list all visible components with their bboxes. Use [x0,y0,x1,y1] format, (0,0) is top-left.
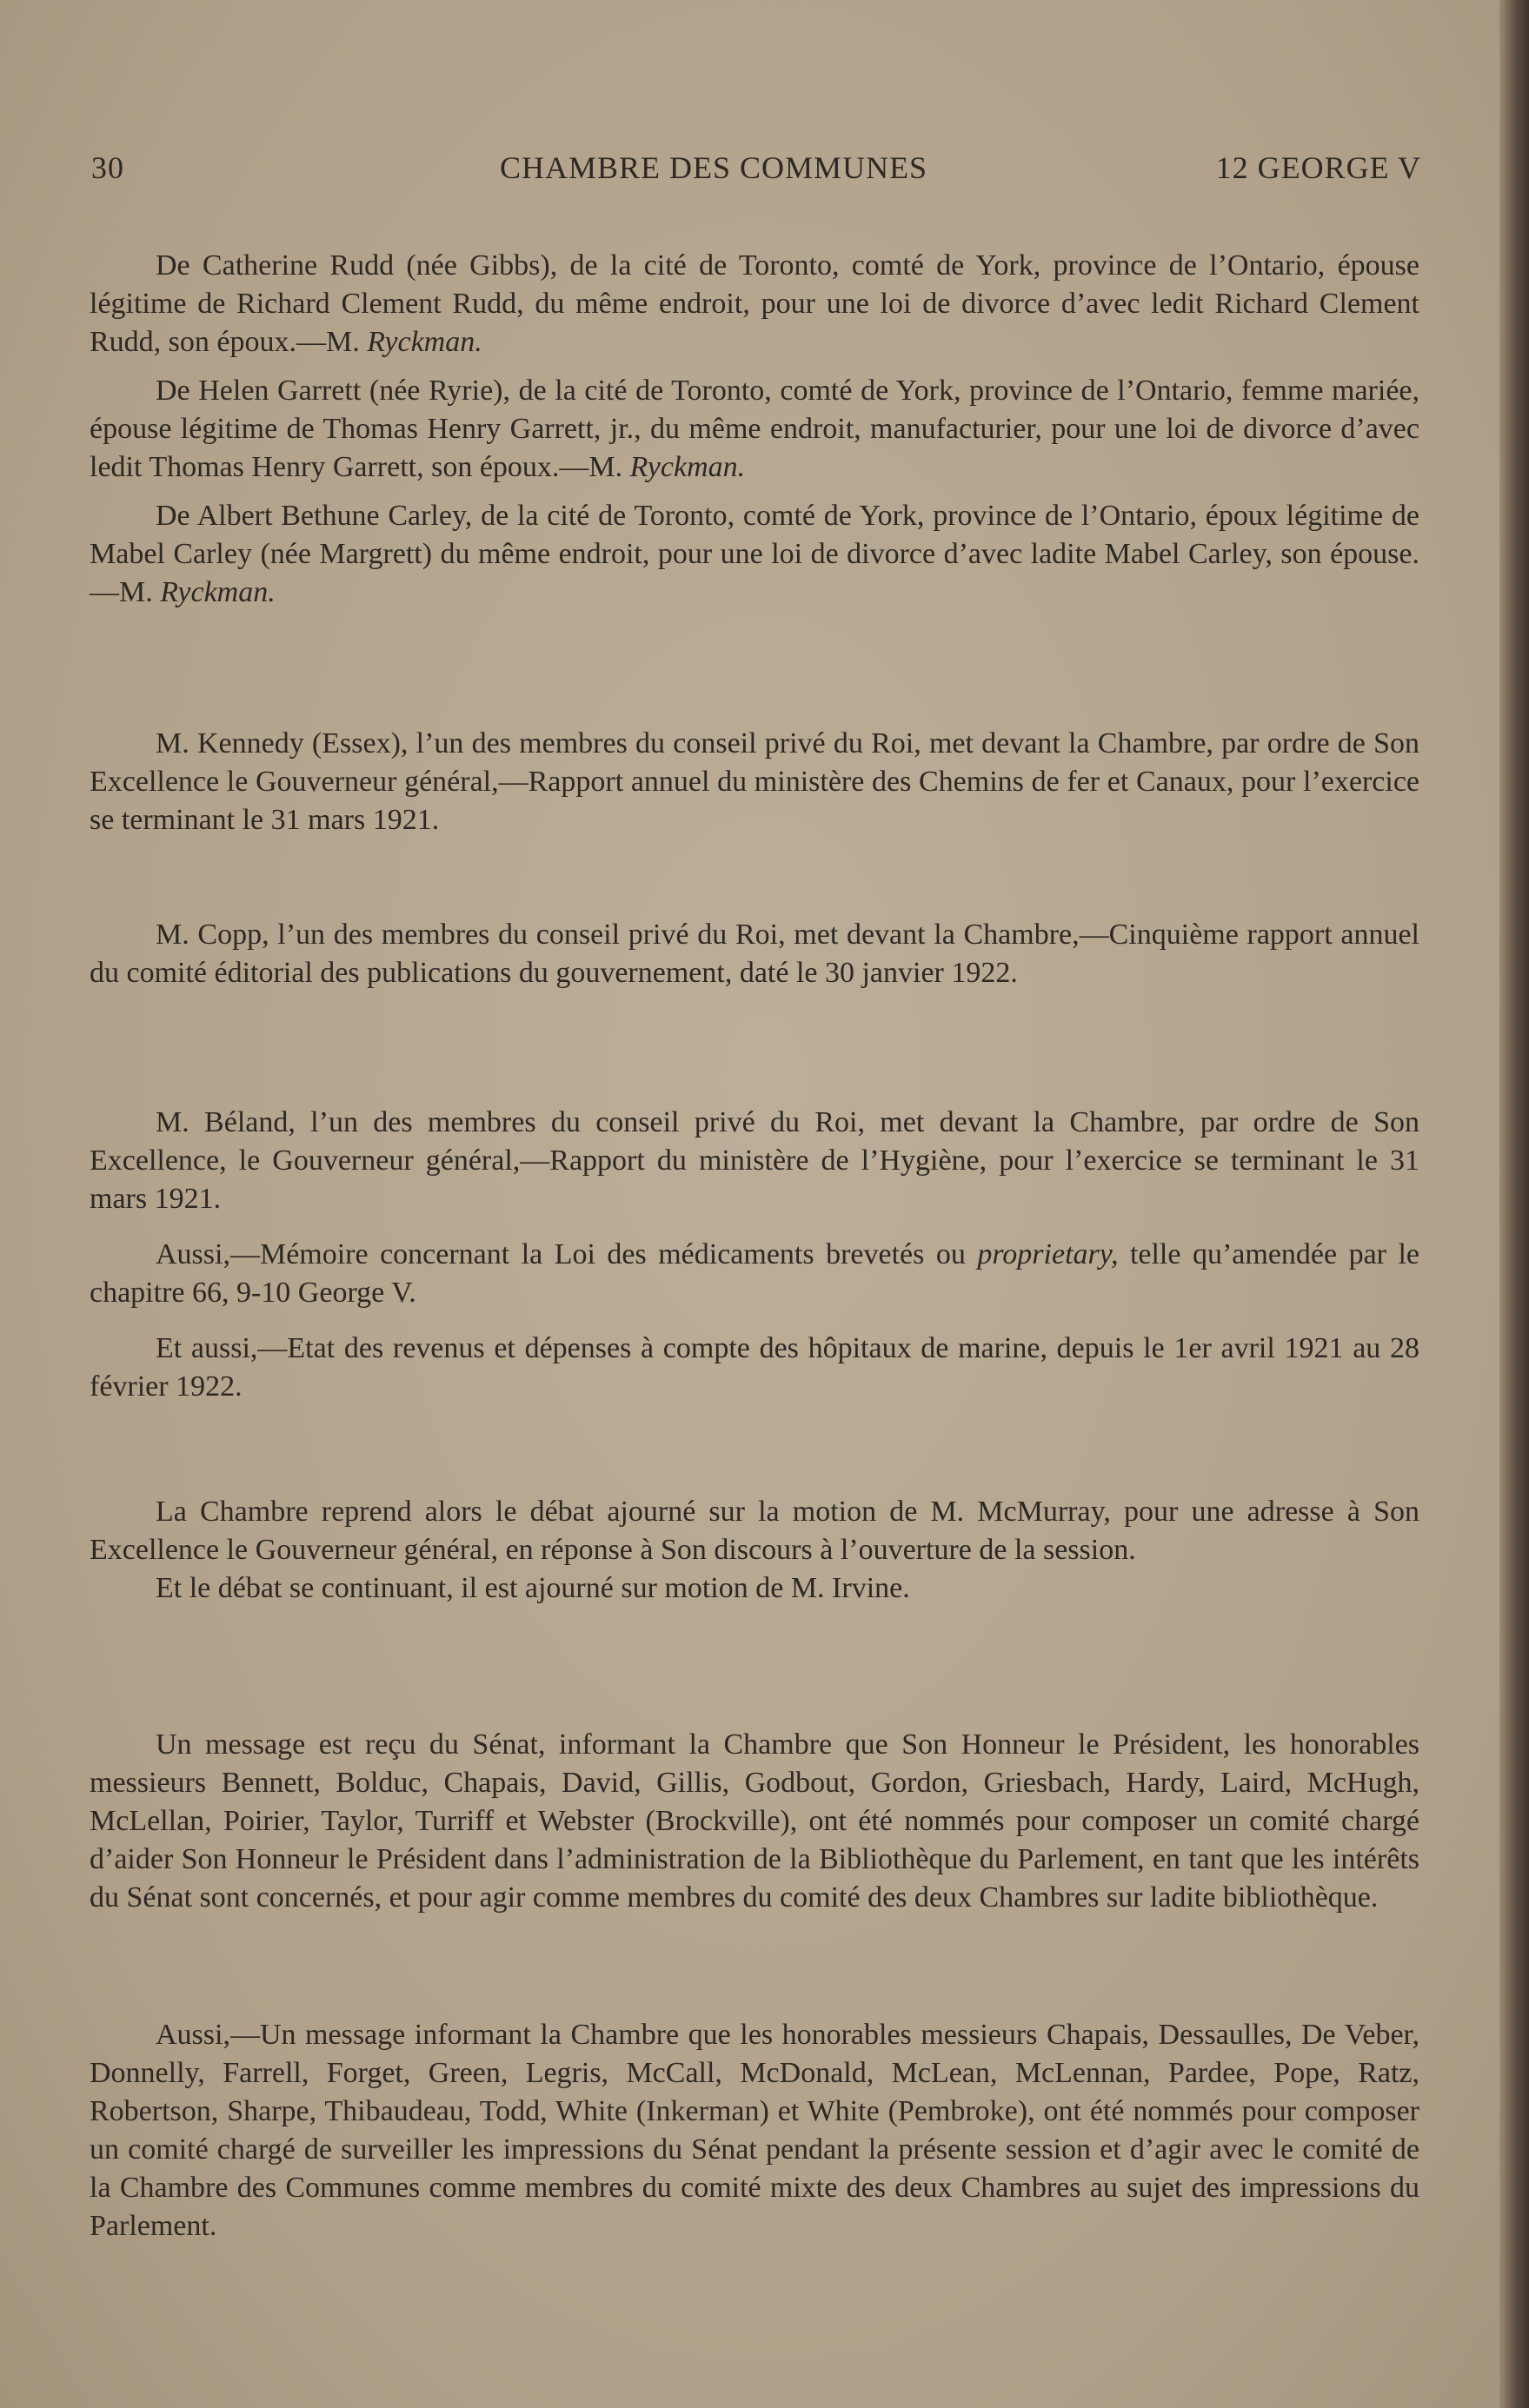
paragraph: Aussi,—Mémoire concernant la Loi des médicaments brevetés ou proprietary, telle qu’amendée par le chapitre 66, 9-10 George V. [90,1238,1420,1309]
page-edge-shadow [1499,0,1529,2408]
paragraph: Et le débat se continuant, il est ajourné sur motion de M. Irvine. [156,1572,910,1604]
paragraph: De Helen Garrett (née Ryrie), de la cité de Toronto, comté de York, province de l’Ontario, femme mariée, épouse légitime de Thomas Henry Garrett, jr., du même endroit, manufacturier, pour une loi de divorce d’avec ledit Thomas Henry Garrett, son époux.—M. Ryckman. [90,375,1419,483]
section-senate-library [90,1726,1419,1917]
page-header [91,149,1421,202]
paragraph: La Chambre reprend alors le débat ajourné sur la motion de M. McMurray, pour une adresse à Son Excellence le Gouverneur général, en réponse à Son discours à l’ouverture de la session. [90,1496,1419,1566]
paragraph: Aussi,—Un message informant la Chambre que les honorables messieurs Chapais, Dessaulles, De Veber, Donnelly, Farrell, Forget, Green, Legris, McCall, McDonald, McLean, McLennan, Pardee, Pope, Ratz, Robertson, Sharpe, Thibaudeau, Todd, White (Inkerman) et White (Pembroke), ont été nommés pour composer un comité chargé de surveiller les impressions du Sénat pendant la présente session et d’agir avec le comité de la Chambre des Communes comme membres du comité mixte des deux Chambres au sujet des impressions du Parlement. [90,2019,1419,2242]
paragraph: De Albert Bethune Carley, de la cité de Toronto, comté de York, province de l’Ontario, époux légitime de Mabel Carley (née Margrett) du même endroit, pour une loi de divorce d’avec ladite Mabel Carley, son épouse. —M. Ryckman. [90,500,1419,608]
paragraph: De Catherine Rudd (née Gibbs), de la cité de Toronto, comté de York, province de l’Ontario, épouse légitime de Richard Clement Rudd, du même endroit, pour une loi de divorce d’avec ledit Richard Clement Rudd, son époux.—M. Ryckman. [90,249,1419,358]
running-title: CHAMBRE DES COMMUNES [500,150,928,185]
section-kennedy [90,725,1419,839]
page-number: 30 [91,150,124,185]
section-beland [90,1104,1419,1406]
paragraph: Un message est reçu du Sénat, informant la Chambre que Son Honneur le Président, les honorables messieurs Bennett, Bolduc, Chapais, David, Gillis, Godbout, Gordon, Griesbach, Hardy, Laird, McHugh, McLellan, Poirier, Taylor, Turriff et Webster (Brockville), ont été nommés pour composer un comité chargé d’aider Son Honneur le Président dans l’administration de la Bibliothèque du Parlement, en tant que les intérêts du Sénat sont concernés, et pour agir comme membres du comité des deux Chambres sur ladite bibliothèque. [90,1728,1419,1914]
paragraph: Et aussi,—Etat des revenus et dépenses à compte des hôpitaux de marine, depuis le 1er avril 1921 au 28 février 1922. [90,1332,1419,1403]
section-debate [90,1493,1419,1608]
paragraph: M. Kennedy (Essex), l’un des membres du conseil privé du Roi, met devant la Chambre, par ordre de Son Excellence le Gouverneur général,—Rapport annuel du ministère des Chemins de fer et Canaux, pour l’exercice se terminant le 31 mars 1921. [90,727,1419,836]
reign-label: 12 GEORGE V [1215,150,1421,185]
section-divorce-petitions [90,247,1419,612]
section-senate-printing [90,2016,1419,2245]
paragraph: M. Béland, l’un des membres du conseil privé du Roi, met devant la Chambre, par ordre de Son Excellence, le Gouverneur général,—Rapport du ministère de l’Hygiène, pour l’exercice se terminant le 31 mars 1921. [90,1106,1419,1215]
paragraph: M. Copp, l’un des membres du conseil privé du Roi, met devant la Chambre,—Cinquième rapport annuel du comité éditorial des publications du gouvernement, daté le 30 janvier 1922. [90,919,1419,989]
section-copp [90,916,1419,992]
